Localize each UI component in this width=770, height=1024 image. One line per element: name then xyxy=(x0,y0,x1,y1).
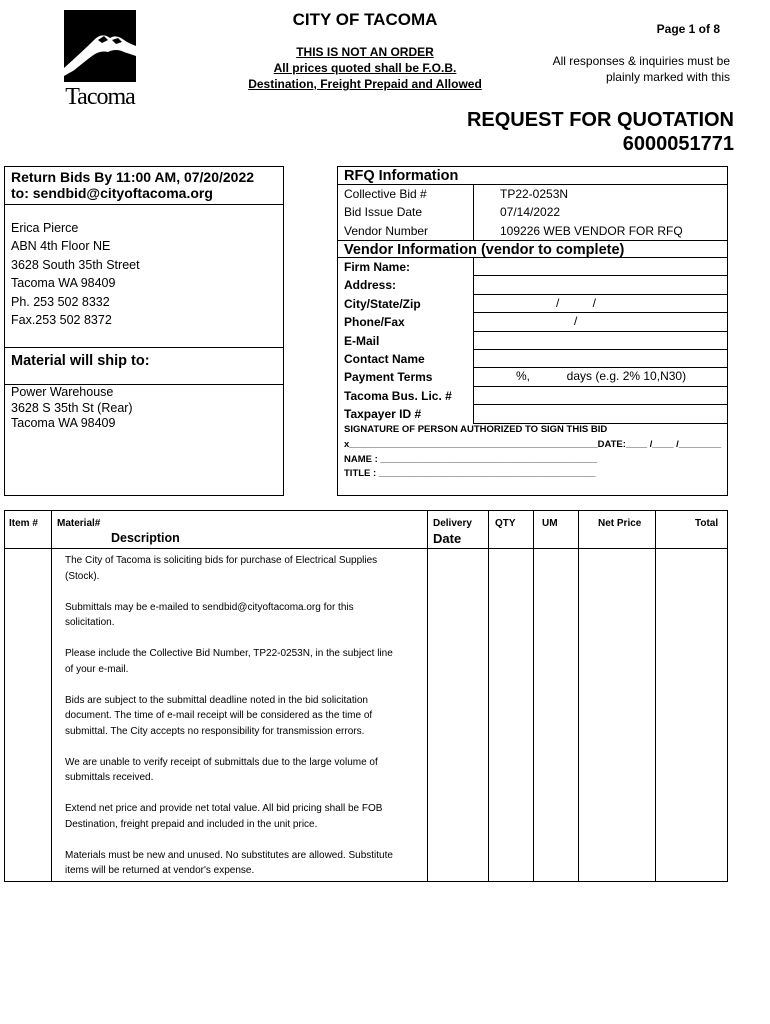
rfq-value: 109226 WEB VENDOR FOR RFQ xyxy=(500,223,683,238)
firm-name-field[interactable] xyxy=(473,258,727,276)
col-header-delivery: Delivery xyxy=(433,518,472,529)
address-line: Tacoma WA 98409 xyxy=(11,416,116,430)
rfq-info-heading: RFQ Information xyxy=(338,167,727,185)
rfq-label: Collective Bid # xyxy=(344,187,427,201)
responses-note xyxy=(520,53,730,85)
description-paragraph: Submittals may be e-mailed to sendbid@cityoftacoma.org for this solicitation. xyxy=(65,601,354,628)
rfq-vendor-panel xyxy=(337,166,728,496)
vendor-row-address xyxy=(338,276,727,294)
logo-wordmark: Tacoma xyxy=(65,84,135,110)
phone-fax-field[interactable]: / xyxy=(473,313,727,331)
field-label: Tacoma Bus. Lic. # xyxy=(344,388,452,403)
contact-line: ABN 4th Floor NE xyxy=(11,239,111,254)
rfq-row xyxy=(338,222,727,240)
vendor-row-firm xyxy=(338,258,727,276)
field-label: Phone/Fax xyxy=(344,315,405,330)
contact-name-field[interactable] xyxy=(473,350,727,368)
col-header-date: Date xyxy=(433,531,462,546)
contact-line: Fax.253 502 8372 xyxy=(11,313,112,328)
mountain-logo-icon xyxy=(64,10,136,82)
description-paragraph: We are unable to verify receipt of submittals due to the large volume of submittals received. xyxy=(65,756,378,783)
description-paragraph: Please include the Collective Bid Number, TP22-0253N, in the subject line of your e-mail. xyxy=(65,648,393,675)
title-text: REQUEST FOR QUOTATION xyxy=(466,109,734,131)
field-label: Payment Terms xyxy=(344,370,433,385)
address-field[interactable] xyxy=(473,276,727,294)
column-divider xyxy=(655,511,656,881)
vendor-row-contact xyxy=(338,350,727,368)
vendor-row-terms xyxy=(338,368,727,386)
vendor-info-heading: Vendor Information (vendor to complete) xyxy=(338,240,727,258)
col-header-description: Description xyxy=(111,531,180,545)
rfq-value: TP22-0253N xyxy=(500,187,569,201)
item-description xyxy=(65,553,395,894)
description-paragraph: Bids are subject to the submittal deadline noted in the bid solicitation document. The time of e-mail receipt will be considered as the time of submittal. The City accepts no responsibility for transmission errors. xyxy=(65,694,373,737)
address-line: Power Warehouse xyxy=(11,385,114,399)
document-title xyxy=(420,108,734,156)
signature-heading: SIGNATURE OF PERSON AUTHORIZED TO SIGN THIS BID xyxy=(344,424,608,435)
ship-to-heading: Material will ship to: xyxy=(5,347,283,385)
description-paragraph: Extend net price and provide net total value. All bid pricing shall be FOB Destination, freight prepaid and included in the unit price. xyxy=(65,803,383,830)
responses-line: All responses & inquiries must be xyxy=(552,54,730,68)
column-divider xyxy=(578,511,579,881)
field-label: Taxpayer ID # xyxy=(344,407,422,422)
vendor-row-city xyxy=(338,295,727,313)
rfq-row xyxy=(338,185,727,203)
signature-line[interactable]: x_______________________________________________DATE:____ /____ /________ xyxy=(344,438,722,450)
contact-line: Erica Pierce xyxy=(11,221,79,235)
buyer-contact xyxy=(11,219,140,329)
field-label: City/State/Zip xyxy=(344,296,421,311)
name-line[interactable]: NAME : _________________________________________ xyxy=(344,453,598,465)
taxpayer-id-field[interactable] xyxy=(473,405,727,423)
page-number: Page 1 of 8 xyxy=(656,22,720,36)
field-label: Address: xyxy=(344,278,397,293)
col-header-qty: QTY xyxy=(495,518,516,529)
business-license-field[interactable] xyxy=(473,387,727,405)
title-line[interactable]: TITLE : _________________________________________ xyxy=(344,468,596,480)
vendor-row-taxpayer xyxy=(338,405,727,423)
address-line: 3628 S 35th St (Rear) xyxy=(11,400,133,415)
column-divider xyxy=(488,511,489,881)
notice-line: All prices quoted shall be F.O.B. xyxy=(273,61,457,75)
field-label: Firm Name: xyxy=(344,260,411,274)
col-header-item: Item # xyxy=(9,518,38,529)
signature-block xyxy=(344,423,721,482)
return-deadline: Return Bids By 11:00 AM, 07/20/2022 xyxy=(11,169,255,185)
city-state-zip-field[interactable]: / / xyxy=(473,295,727,313)
city-logo xyxy=(64,10,136,110)
rfq-number: 6000051771 xyxy=(622,133,734,155)
contact-line: 3628 South 35th Street xyxy=(11,257,140,272)
rfq-value: 07/14/2022 xyxy=(500,205,561,220)
return-bids-header xyxy=(5,167,283,205)
order-notice xyxy=(236,44,494,92)
column-divider xyxy=(427,511,428,881)
return-email: to: sendbid@cityoftacoma.org xyxy=(11,185,213,201)
city-name: CITY OF TACOMA xyxy=(292,10,438,29)
description-paragraph: Materials must be new and unused. No substitutes are allowed. Substitute items will be returned at vendor's expense. xyxy=(65,849,393,876)
notice-line: Destination, Freight Prepaid and Allowed xyxy=(248,77,482,91)
contact-line: Tacoma WA 98409 xyxy=(11,276,116,291)
col-header-net-price: Net Price xyxy=(598,518,642,529)
description-paragraph: The City of Tacoma is soliciting bids for purchase of Electrical Supplies (Stock). xyxy=(65,555,378,582)
col-header-um: UM xyxy=(542,518,558,529)
payment-terms-field[interactable]: %, days (e.g. 2% 10,N30) xyxy=(473,368,727,386)
col-header-total: Total xyxy=(695,518,719,529)
email-field[interactable] xyxy=(473,332,727,350)
column-divider xyxy=(533,511,534,881)
vendor-row-email xyxy=(338,332,727,350)
responses-line: plainly marked with this xyxy=(605,70,730,84)
field-label: E-Mail xyxy=(344,333,380,348)
header-divider xyxy=(5,548,727,549)
column-divider xyxy=(51,511,52,881)
vendor-row-license xyxy=(338,387,727,405)
contact-line: Ph. 253 502 8332 xyxy=(11,294,110,309)
ship-to-address xyxy=(11,385,133,432)
rfq-row xyxy=(338,203,727,221)
rfq-label: Vendor Number xyxy=(344,223,429,238)
line-items-table xyxy=(4,510,728,882)
field-label: Contact Name xyxy=(344,352,425,366)
rfq-label: Bid Issue Date xyxy=(344,205,423,220)
col-header-material: Material# xyxy=(57,518,101,529)
return-bids-panel xyxy=(4,166,284,496)
notice-line: THIS IS NOT AN ORDER xyxy=(296,45,434,59)
vendor-row-phone xyxy=(338,313,727,331)
